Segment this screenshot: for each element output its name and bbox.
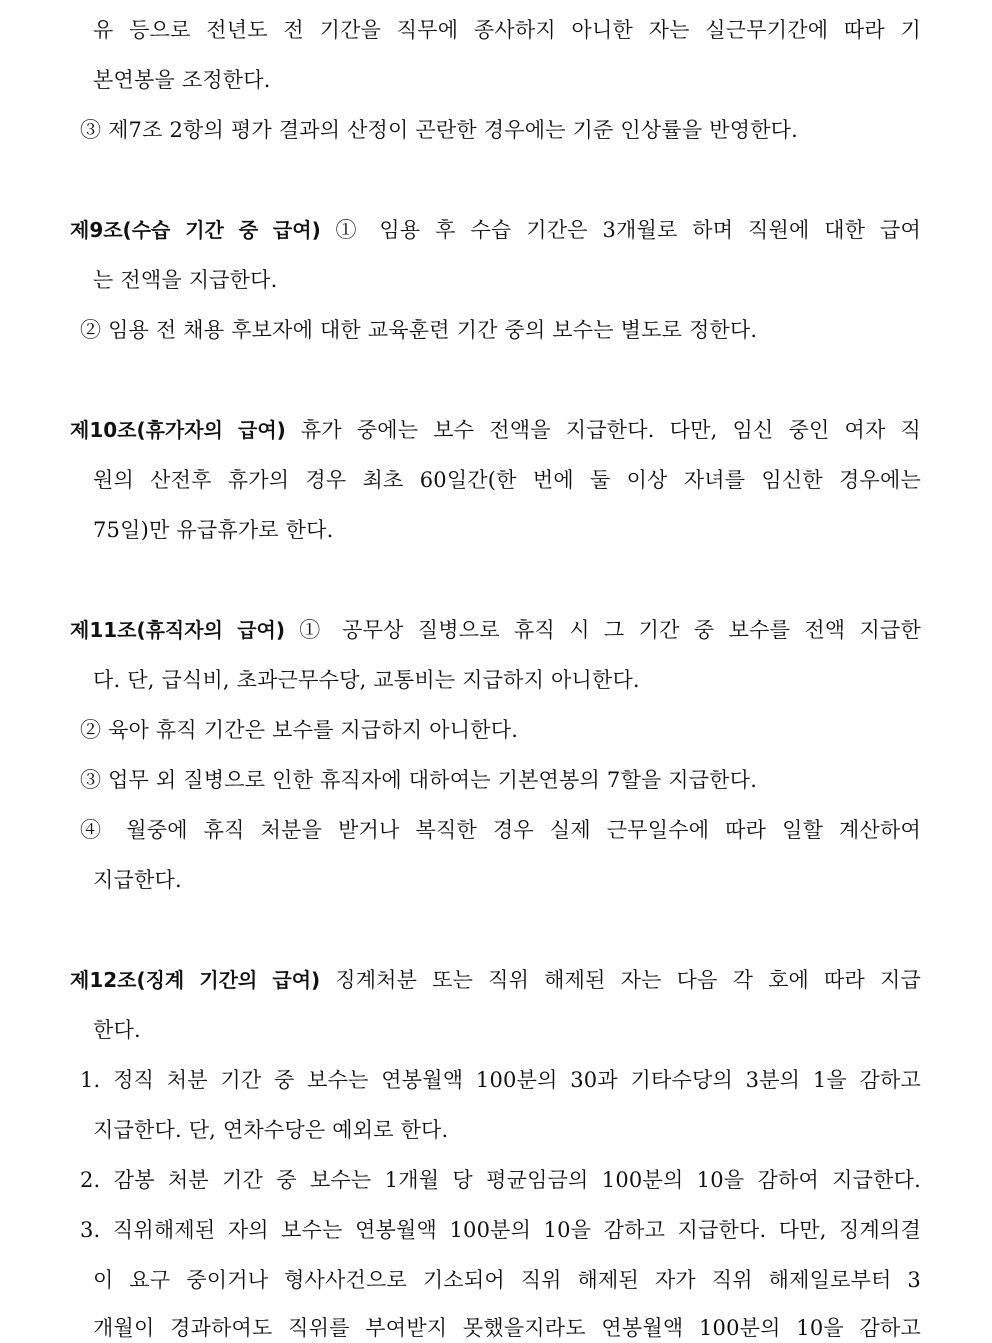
article-11-line-1: [70, 618, 921, 642]
article-10-title: 제10조(휴가자의 급여): [70, 418, 286, 442]
article-11-line-2: 다. 단, 급식비, 초과근무수당, 교통비는 지급하지 아니한다.: [93, 668, 640, 692]
article-10-line-1: [70, 418, 921, 442]
article-12-text-1: 징계처분 또는 직위 해제된 자는 다음 각 호에 따라 지급: [320, 968, 922, 992]
article-12-item-2: 2. 감봉 처분 기간 중 보수는 1개월 당 평균임금의 100분의 10을 감하여 지급한다.: [80, 1168, 921, 1192]
article-9-line-1: [70, 218, 921, 242]
article-12-line-1: [70, 968, 921, 992]
article-12-item-1-line-2: 지급한다. 단, 연차수당은 예외로 한다.: [93, 1118, 449, 1142]
article-9-line-2: 는 전액을 지급한다.: [93, 268, 278, 292]
article-9-text-1: ① 임용 후 수습 기간은 3개월로 하며 직원에 대한 급여: [320, 218, 922, 242]
article-10-line-3: 75일)만 유급휴가로 한다.: [93, 518, 334, 542]
article-12-item-3-line-2: 이 요구 중이거나 형사사건으로 기소되어 직위 해제된 자가 직위 해제일로부터 3: [93, 1268, 921, 1292]
article-12-line-2: 한다.: [93, 1018, 141, 1042]
article-10-text-1: 휴가 중에는 보수 전액을 지급한다. 다만, 임신 중인 여자 직: [285, 418, 921, 442]
article-9-item-2: ② 임용 전 채용 후보자에 대한 교육훈련 기간 중의 보수는 별도로 정한다.: [80, 318, 758, 342]
article-10-line-2: 원의 산전후 휴가의 경우 최초 60일간(한 번에 둘 이상 자녀를 임신한 경우에는: [93, 468, 921, 492]
article-11-item-4-line-2: 지급한다.: [93, 868, 182, 892]
article-9-title: 제9조(수습 기간 중 급여): [70, 218, 321, 242]
article-12-item-1-line-1: 1. 정직 처분 기간 중 보수는 연봉월액 100분의 30과 기타수당의 3분의 1을 감하고: [80, 1068, 921, 1092]
article-11-text-1: ① 공무상 질병으로 휴직 시 그 기간 중 보수를 전액 지급한: [285, 618, 921, 642]
article-11-item-4-line-1: ④ 월중에 휴직 처분을 받거나 복직한 경우 실제 근무일수에 따라 일할 계산하여: [80, 818, 921, 842]
intro-item-3: ③ 제7조 2항의 평가 결과의 산정이 곤란한 경우에는 기준 인상률을 반영한다.: [80, 118, 799, 142]
article-11-item-2: ② 육아 휴직 기간은 보수를 지급하지 아니한다.: [80, 718, 519, 742]
article-12-title: 제12조(징계 기간의 급여): [70, 968, 321, 992]
article-12-item-3-line-3: 개월이 경과하여도 직위를 부여받지 못했을지라도 연봉월액 100분의 10을 감하고: [93, 1316, 921, 1340]
article-12-item-3-line-1: 3. 직위해제된 자의 보수는 연봉월액 100분의 10을 감하고 지급한다. 다만, 징계의결: [80, 1218, 921, 1242]
intro-line-1: 유 등으로 전년도 전 기간을 직무에 종사하지 아니한 자는 실근무기간에 따라 기: [93, 18, 921, 42]
article-11-item-3: ③ 업무 외 질병으로 인한 휴직자에 대하여는 기본연봉의 7할을 지급한다.: [80, 768, 758, 792]
intro-line-2: 본연봉을 조정한다.: [93, 68, 271, 92]
article-11-title: 제11조(휴직자의 급여): [70, 618, 286, 642]
